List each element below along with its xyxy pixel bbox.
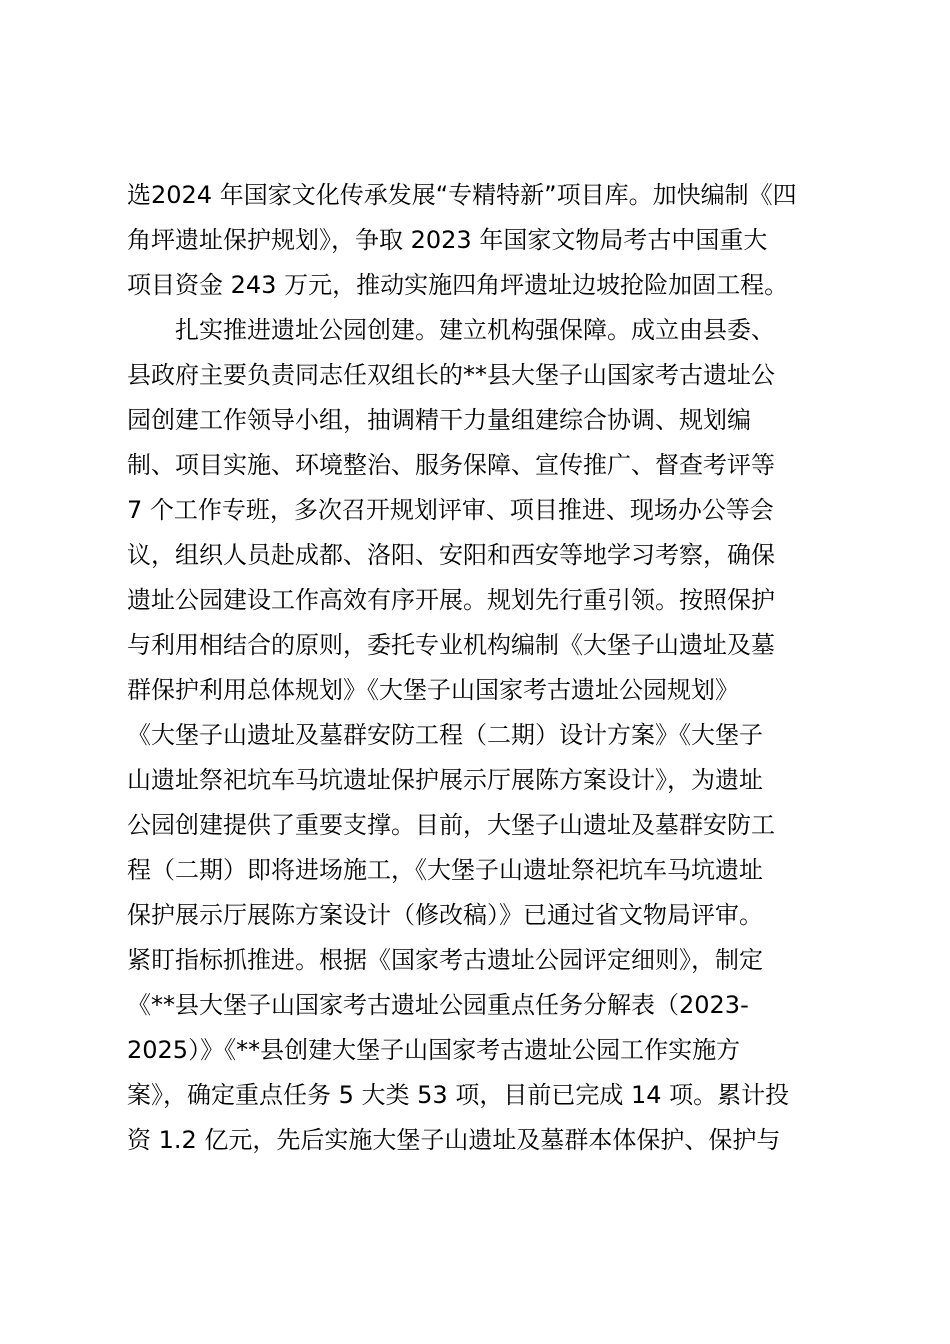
text-line: 紧盯指标抓推进。根据《国家考古遗址公园评定细则》，制定 — [127, 946, 763, 974]
text-line: 角坪遗址保护规划》，争取 2023 年国家文物局考古中国重大 — [127, 226, 768, 254]
text-line: 与利用相结合的原则，委托专业机构编制《大堡子山遗址及墓 — [127, 631, 775, 659]
paragraph-heading-line: 扎实推进遗址公园创建。建立机构强保障。成立由县委、 — [175, 316, 775, 344]
text-line: 程（二期）即将进场施工，《大堡子山遗址祭祀坑车马坑遗址 — [127, 856, 763, 884]
text-line: 资 1.2 亿元，先后实施大堡子山遗址及墓群本体保护、保护与 — [127, 1126, 781, 1154]
text-line: 园创建工作领导小组，抽调精干力量组建综合协调、规划编 — [127, 406, 751, 434]
text-line: 项目资金 243 万元，推动实施四角坪遗址边坡抢险加固工程。 — [127, 271, 789, 299]
text-line: 议，组织人员赴成都、洛阳、安阳和西安等地学习考察，确保 — [127, 541, 775, 569]
text-line: 《大堡子山遗址及墓群安防工程（二期）设计方案》《大堡子 — [127, 721, 763, 749]
text-line: 《**县大堡子山国家考古遗址公园重点任务分解表（2023- — [127, 991, 749, 1019]
text-line: 选2024 年国家文化传承发展“专精特新”项目库。加快编制《四 — [127, 181, 797, 209]
text-line: 制、项目实施、环境整治、服务保障、宣传推广、督查考评等 — [127, 451, 775, 479]
text-line: 县政府主要负责同志任双组长的**县大堡子山国家考古遗址公 — [127, 361, 775, 389]
text-line: 遗址公园建设工作高效有序开展。规划先行重引领。按照保护 — [127, 586, 775, 614]
text-line: 保护展示厅展陈方案设计（修改稿）》已通过省文物局评审。 — [127, 901, 763, 929]
text-line: 公园创建提供了重要支撑。目前，大堡子山遗址及墓群安防工 — [127, 811, 775, 839]
text-line: 2025）》《**县创建大堡子山国家考古遗址公园工作实施方 — [127, 1036, 741, 1064]
text-line: 案》，确定重点任务 5 大类 53 项，目前已完成 14 项。累计投 — [127, 1081, 790, 1109]
text-line: 群保护利用总体规划》《大堡子山国家考古遗址公园规划》 — [127, 676, 739, 704]
text-line: 7 个工作专班，多次召开规划评审、项目推进、现场办公等会 — [127, 496, 774, 524]
text-line: 山遗址祭祀坑车马坑遗址保护展示厅展陈方案设计》，为遗址 — [127, 766, 763, 794]
